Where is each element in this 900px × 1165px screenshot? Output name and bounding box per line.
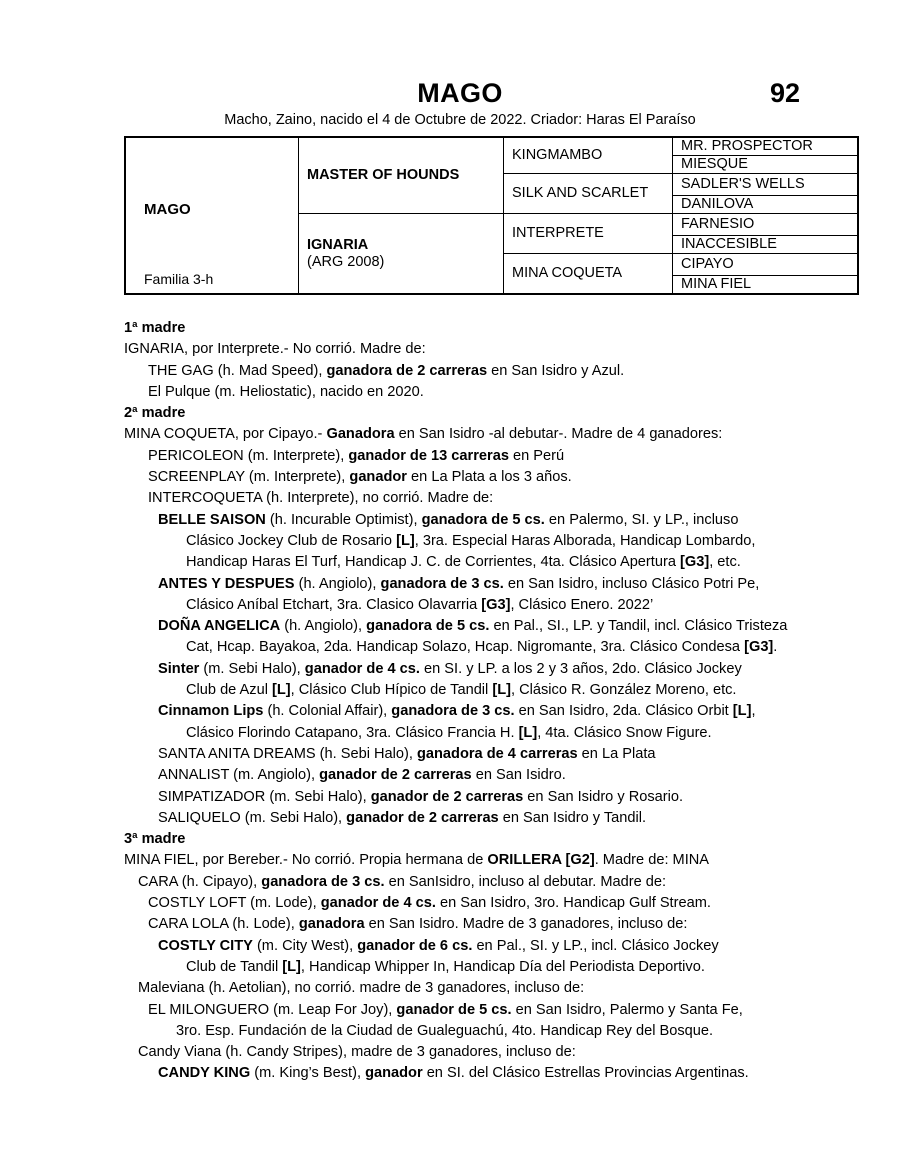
- text-run: en SanIsidro, incluso al debutar. Madre de:: [384, 873, 667, 890]
- grade-badge: [L]: [272, 682, 291, 699]
- text-run-bold: ganador de 4 cs.: [320, 895, 436, 912]
- gen4-cell-8: MINA FIEL: [673, 276, 859, 295]
- text-run: (h. Incurable Optimist),: [265, 511, 422, 528]
- text-run-bold: ganador: [349, 469, 407, 486]
- madre2-line-1: [124, 424, 806, 445]
- grade-badge: [L]: [732, 703, 752, 720]
- gen4-cell-6: INACCESIBLE: [673, 236, 859, 254]
- pedigree-table-wrap: [124, 136, 813, 295]
- text-run: 3ro. Esp. Fundación de la Ciudad de Gualeguachú, 4to. Handicap Rey del Bosque.: [176, 1022, 714, 1039]
- page-number: 92: [769, 78, 800, 108]
- horse-name: Cinnamon Lips: [158, 703, 264, 720]
- body-text: [124, 318, 806, 1085]
- text-run: en San Isidro -al debutar-. Madre de 4 ganadores:: [394, 426, 723, 443]
- dam-sire-cell: INTERPRETE: [504, 214, 673, 254]
- text-run: (m. King’s Best),: [250, 1065, 366, 1082]
- text-run: INTERCOQUETA (h. Interprete), no corrió. Madre de:: [148, 490, 494, 507]
- text-run: CARA LOLA (h. Lode),: [148, 916, 299, 933]
- text-run: Clásico Aníbal Etchart, 3ra. Clasico Olavarria: [186, 596, 482, 613]
- text-run: en San Isidro y Tandil.: [498, 809, 647, 826]
- text-run-bold: ganador: [365, 1065, 423, 1082]
- gen4-cell-1: MR. PROSPECTOR: [673, 137, 859, 156]
- text-run-bold: ganadora: [298, 916, 365, 933]
- horse-name: Sinter: [158, 660, 200, 677]
- horse-name: DOÑA ANGELICA: [158, 618, 281, 635]
- text-run: Handicap Haras El Turf, Handicap J. C. de Corrientes, 4ta. Clásico Apertura: [186, 554, 680, 571]
- text-run-bold: ganadora de 3 cs.: [380, 575, 504, 592]
- text-run: ANNALIST (m. Angiolo),: [158, 767, 320, 784]
- text-run: en San Isidro, 2da. Clásico Orbit: [514, 703, 733, 720]
- text-run: THE GAG (h. Mad Speed),: [148, 362, 327, 379]
- text-run: (m. Sebi Halo),: [199, 660, 305, 677]
- text-run-bold: ganador de 2 carreras: [370, 788, 524, 805]
- text-run-bold: ganadora de 5 cs.: [421, 511, 545, 528]
- offspring-belle-saison-line3: [186, 552, 806, 573]
- gen4-cell-4: DANILOVA: [673, 196, 859, 214]
- horse-name: CANDY KING: [158, 1065, 251, 1082]
- madre1-line-2: [148, 361, 806, 382]
- offspring-annalist: [158, 765, 806, 786]
- text-run: , Clásico R. González Moreno, etc.: [511, 682, 737, 699]
- text-run: , etc.: [709, 554, 741, 571]
- madre3-line-1: [124, 850, 806, 871]
- table-row: [125, 137, 858, 156]
- text-run-bold: ganadora de 3 cs.: [391, 703, 515, 720]
- text-run: SANTA ANITA DREAMS (h. Sebi Halo),: [158, 745, 417, 762]
- text-run: MINA COQUETA, por Cipayo.-: [124, 426, 327, 443]
- text-run: , 3ra. Especial Haras Alborada, Handicap Lombardo,: [414, 532, 756, 549]
- offspring-costly-city-line2: [186, 957, 806, 978]
- section-heading-madre3: 3ª madre: [124, 831, 186, 848]
- madre1-line-1: [124, 339, 806, 360]
- subject-name: MAGO: [144, 201, 191, 218]
- text-run: COSTLY LOFT (m. Lode),: [148, 895, 321, 912]
- dam-origin: (ARG 2008): [307, 253, 385, 270]
- text-run: Maleviana (h. Aetolian), no corrió. madre de 3 ganadores, incluso de:: [138, 980, 585, 997]
- text-run: MINA FIEL, por Bereber.- No corrió. Propia hermana de: [124, 852, 488, 869]
- text-run-bold: ganadora de 4 carreras: [416, 745, 578, 762]
- pedigree-table: [124, 136, 859, 295]
- text-run: CARA (h. Cipayo),: [138, 873, 262, 890]
- text-run: en San Isidro y Rosario.: [523, 788, 684, 805]
- text-run: en San Isidro.: [471, 767, 566, 784]
- horse-name: ANTES Y DESPUES: [158, 575, 295, 592]
- text-run: Club de Azul: [186, 682, 272, 699]
- text-run: (h. Colonial Affair),: [263, 703, 392, 720]
- sire-sire-cell: KINGMAMBO: [504, 137, 673, 174]
- madre3-maleviana: [138, 978, 806, 999]
- offspring-el-milonguero-line2: [176, 1021, 806, 1042]
- sire-dam-cell: SILK AND SCARLET: [504, 174, 673, 214]
- text-run: en Perú: [508, 447, 565, 464]
- text-run: , Clásico Enero. 2022’: [510, 596, 654, 613]
- title-row: [120, 78, 800, 110]
- text-run-bold: ganador de 13 carreras: [348, 447, 509, 464]
- offspring-antes-y-despues-line2: [186, 595, 806, 616]
- page-subtitle: Macho, Zaino, nacido el 4 de Octubre de 2022. Criador: Haras El Paraíso: [224, 112, 696, 128]
- text-run: en Pal., SI., LP. y Tandil, incl. Clásico Tristeza: [489, 618, 788, 635]
- madre3-mina-cara: [138, 872, 806, 893]
- gen4-cell-7: CIPAYO: [673, 254, 859, 276]
- text-run: , 4ta. Clásico Snow Figure.: [537, 724, 712, 741]
- offspring-cinnamon-lips-line1: [158, 701, 806, 722]
- text-run: en La Plata a los 3 años.: [406, 469, 572, 486]
- offspring-costly-city-line1: [158, 936, 806, 957]
- offspring-cara-lola: [148, 914, 806, 935]
- text-run: (h. Angiolo),: [280, 618, 367, 635]
- subject-family: Familia 3-h: [144, 271, 214, 287]
- madre1-line-3: [148, 382, 806, 403]
- text-run: SALIQUELO (m. Sebi Halo),: [158, 809, 347, 826]
- text-run: en SI. del Clásico Estrellas Provincias Argentinas.: [422, 1065, 749, 1082]
- offspring-santa-anita-dreams: [158, 744, 806, 765]
- text-run: Candy Viana (h. Candy Stripes), madre de 3 ganadores, incluso de:: [138, 1044, 576, 1061]
- text-run-bold: ganador de 2 carreras: [346, 809, 499, 826]
- madre2-line-4: [148, 488, 806, 509]
- text-run: Clásico Florindo Catapano, 3ra. Clásico Francia H.: [186, 724, 519, 741]
- text-run: SCREENPLAY (m. Interprete),: [148, 469, 350, 486]
- madre2-line-2: [148, 446, 806, 467]
- text-run-bold: Ganadora: [326, 426, 395, 443]
- offspring-belle-saison-line2: [186, 531, 806, 552]
- text-run-bold: ganador de 4 cs.: [304, 660, 420, 677]
- offspring-candy-king: [158, 1063, 806, 1084]
- text-run: (h. Angiolo),: [294, 575, 381, 592]
- sire-cell: [299, 137, 504, 214]
- offspring-costly-loft: [148, 893, 806, 914]
- offspring-el-milonguero-line1: [148, 1000, 806, 1021]
- gen4-cell-3: SADLER'S WELLS: [673, 174, 859, 196]
- grade-badge: [L]: [492, 682, 511, 699]
- text-run: . Madre de: MINA: [594, 852, 710, 869]
- text-run: en San Isidro y Azul.: [487, 362, 625, 379]
- text-run: , Handicap Whipper In, Handicap Día del Periodista Deportivo.: [300, 958, 705, 975]
- text-run: en Pal., SI. y LP., incl. Clásico Jockey: [472, 937, 719, 954]
- grade-badge: [G3]: [744, 639, 774, 656]
- page-title: MAGO: [417, 78, 503, 108]
- text-run: IGNARIA, por Interprete.- No corrió. Madre de:: [124, 341, 426, 358]
- horse-name: BELLE SAISON: [158, 511, 266, 528]
- text-run-bold: ganadora de 5 cs.: [366, 618, 490, 635]
- grade-badge: [L]: [396, 532, 415, 549]
- text-run: en San Isidro, 3ro. Handicap Gulf Stream.: [435, 895, 711, 912]
- text-run: EL MILONGUERO (m. Leap For Joy),: [148, 1001, 397, 1018]
- subject-inner: [134, 138, 290, 293]
- offspring-saliquelo: [158, 808, 806, 829]
- subject-cell: [125, 137, 299, 294]
- offspring-sinter-line1: [158, 659, 806, 680]
- text-run: .: [773, 639, 778, 656]
- grade-badge: [G3]: [481, 596, 511, 613]
- sire-name: MASTER OF HOUNDS: [307, 167, 460, 183]
- text-run: en La Plata: [577, 745, 656, 762]
- grade-badge: [L]: [518, 724, 538, 741]
- offspring-sinter-line2: [186, 680, 806, 701]
- offspring-simpatizador: [158, 787, 806, 808]
- text-run: en SI. y LP. a los 2 y 3 años, 2do. Clásico Jockey: [419, 660, 742, 677]
- offspring-dona-angelica-line1: [158, 616, 806, 637]
- text-run: ,: [751, 703, 756, 720]
- text-run: en San Isidro, Palermo y Santa Fe,: [511, 1001, 743, 1018]
- offspring-antes-y-despues-line1: [158, 574, 806, 595]
- text-run-bold: ganadora de 3 cs.: [261, 873, 385, 890]
- text-run: en Palermo, SI. y LP., incluso: [544, 511, 739, 528]
- grade-badge: [G3]: [680, 554, 710, 571]
- madre3-candy-viana: [138, 1042, 806, 1063]
- text-run: Cat, Hcap. Bayakoa, 2da. Handicap Solazo, Hcap. Nigromante, 3ra. Clásico Condesa: [186, 639, 745, 656]
- dam-name: IGNARIA: [307, 236, 369, 253]
- offspring-belle-saison-line1: [158, 510, 806, 531]
- gen4-cell-2: MIESQUE: [673, 156, 859, 174]
- text-run: en San Isidro. Madre de 3 ganadores, incluso de:: [364, 916, 688, 933]
- text-run: PERICOLEON (m. Interprete),: [148, 447, 349, 464]
- text-run: SIMPATIZADOR (m. Sebi Halo),: [158, 788, 371, 805]
- page-header: [120, 78, 800, 130]
- text-run-bold: ganadora de 2 carreras: [326, 362, 488, 379]
- text-run: (m. City West),: [252, 937, 358, 954]
- dam-cell: [299, 214, 504, 295]
- offspring-dona-angelica-line2: [186, 637, 806, 658]
- horse-name: COSTLY CITY: [158, 937, 253, 954]
- text-run: Clásico Jockey Club de Rosario: [186, 532, 397, 549]
- section-heading-madre1: 1ª madre: [124, 320, 186, 336]
- text-run: , Clásico Club Hípico de Tandil: [290, 682, 493, 699]
- gen4-cell-5: FARNESIO: [673, 214, 859, 236]
- text-run-bold: ganador de 5 cs.: [396, 1001, 512, 1018]
- section-heading-madre2: 2ª madre: [124, 405, 186, 422]
- text-run-bold: ganador de 6 cs.: [357, 937, 473, 954]
- text-run: El Pulque (m. Heliostatic), nacido en 2020.: [148, 383, 424, 400]
- madre2-line-3: [148, 467, 806, 488]
- offspring-cinnamon-lips-line2: [186, 723, 806, 744]
- text-run: Club de Tandil: [186, 958, 283, 975]
- grade-badge: [L]: [282, 958, 301, 975]
- text-run-bold: ganador de 2 carreras: [319, 767, 472, 784]
- grade-badge: ORILLERA [G2]: [487, 852, 595, 869]
- dam-dam-cell: MINA COQUETA: [504, 254, 673, 295]
- text-run: en San Isidro, incluso Clásico Potri Pe,: [503, 575, 760, 592]
